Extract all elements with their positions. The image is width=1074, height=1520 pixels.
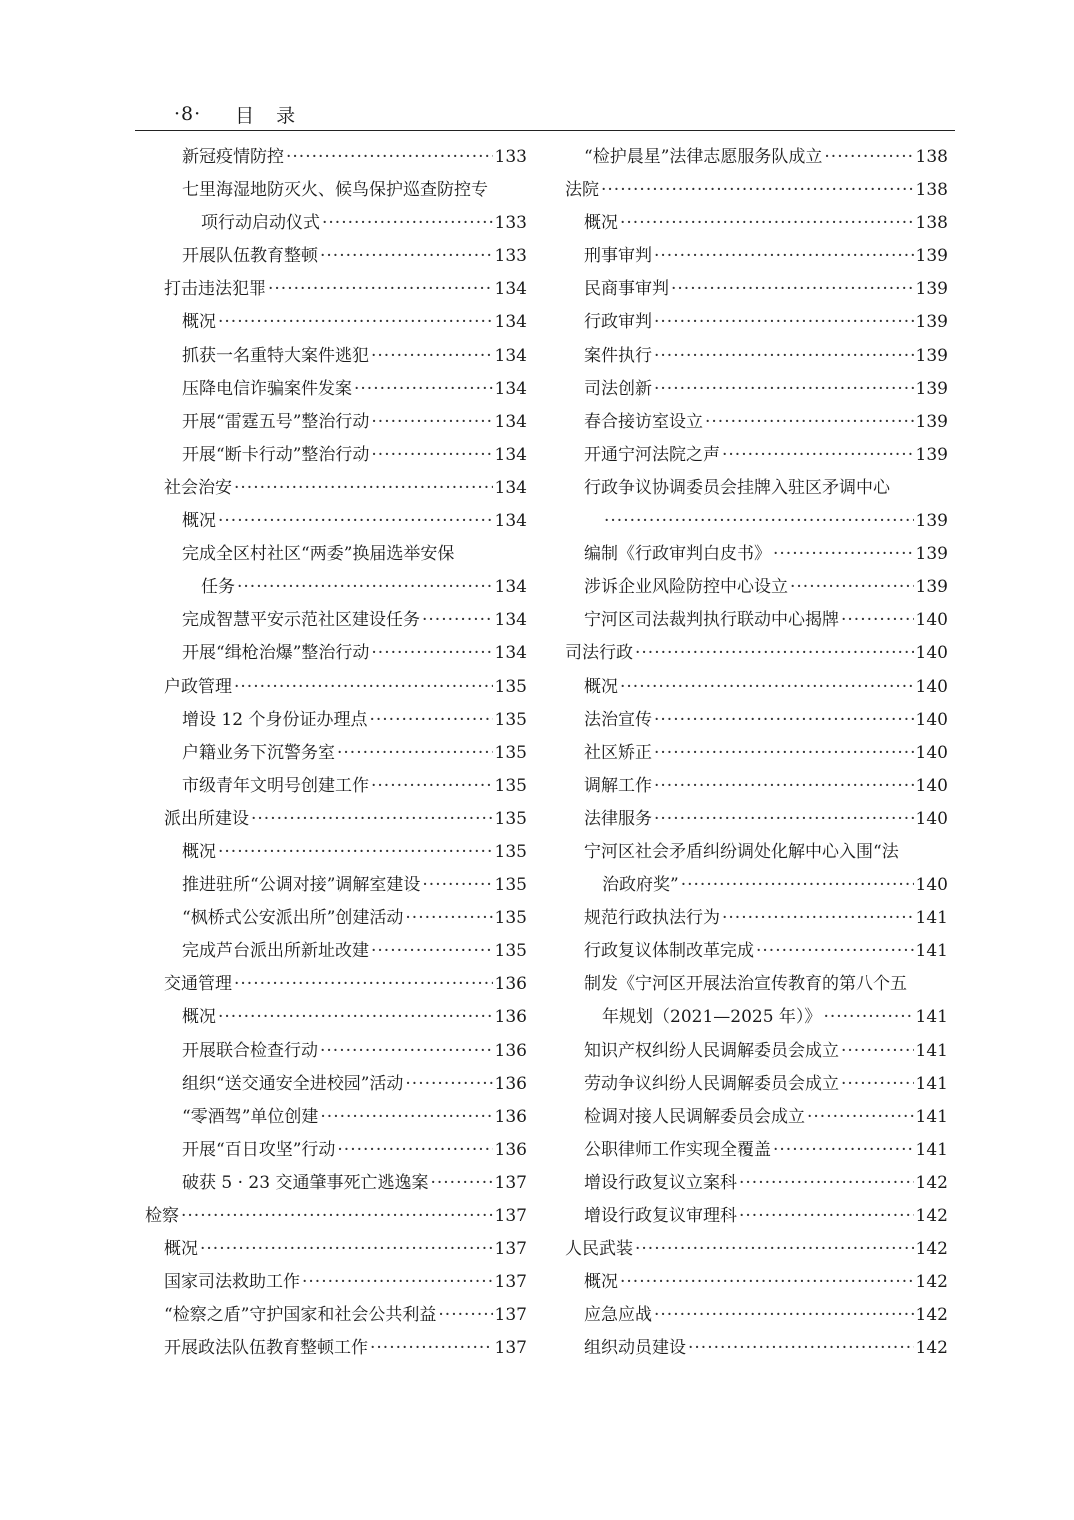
toc-page-number: 135 bbox=[494, 775, 527, 796]
toc-entry bbox=[565, 306, 948, 339]
toc-page-number: 134 bbox=[494, 312, 527, 333]
page-number: ·8· bbox=[174, 103, 202, 125]
dot-leader bbox=[200, 1233, 493, 1266]
dot-leader bbox=[234, 671, 493, 704]
toc-page-number: 134 bbox=[494, 345, 527, 366]
toc-entry bbox=[145, 306, 527, 339]
toc-entry bbox=[565, 1332, 948, 1365]
toc-entry-title: 概况 bbox=[584, 213, 618, 234]
toc-page-number: 140 bbox=[915, 875, 948, 896]
toc-entry bbox=[145, 505, 527, 538]
toc-page-number: 140 bbox=[915, 775, 948, 796]
toc-entry-title: 宁河区社会矛盾纠纷调处化解中心入围“法 bbox=[584, 841, 899, 862]
dot-leader bbox=[635, 1233, 914, 1266]
toc-entry-title: 公职律师工作实现全覆盖 bbox=[584, 1139, 771, 1160]
toc-entry bbox=[145, 538, 527, 571]
dot-leader bbox=[371, 340, 493, 373]
toc-page-number: 136 bbox=[494, 1040, 527, 1061]
toc-entry bbox=[565, 1233, 948, 1266]
toc-entry-title: 开展“断卡行动”整治行动 bbox=[182, 444, 370, 465]
toc-entry bbox=[145, 240, 527, 273]
dot-leader bbox=[841, 604, 914, 637]
toc-entry-title: 概况 bbox=[182, 511, 216, 532]
toc-page-number: 139 bbox=[915, 246, 948, 267]
toc-page-number: 141 bbox=[915, 1007, 948, 1028]
header-rule bbox=[135, 130, 955, 131]
toc-entry bbox=[145, 1134, 527, 1167]
dot-leader bbox=[756, 935, 914, 968]
toc-entry bbox=[145, 1068, 527, 1101]
dot-leader bbox=[371, 439, 492, 472]
toc-entry bbox=[565, 439, 948, 472]
toc-entry-title: 春合接访室设立 bbox=[584, 411, 703, 432]
toc-entry-title: 开展“雷霆五号”整治行动 bbox=[182, 411, 370, 432]
toc-entry-title: 民商事审判 bbox=[584, 279, 669, 300]
toc-entry-title: 概况 bbox=[164, 1239, 198, 1260]
dot-leader bbox=[369, 704, 492, 737]
toc-page-number: 133 bbox=[494, 147, 527, 167]
toc-entry bbox=[565, 637, 948, 670]
dot-leader bbox=[654, 770, 914, 803]
toc-page-number: 138 bbox=[915, 213, 948, 234]
dot-leader bbox=[268, 273, 493, 306]
toc-entry bbox=[145, 273, 527, 306]
dot-leader bbox=[371, 770, 493, 803]
dot-leader bbox=[286, 141, 493, 174]
toc-page-number: 134 bbox=[494, 643, 527, 664]
dot-leader bbox=[422, 604, 493, 637]
toc-page-number: 133 bbox=[494, 246, 527, 267]
toc-entry bbox=[565, 571, 948, 604]
toc-entry bbox=[565, 373, 948, 406]
dot-leader bbox=[237, 571, 493, 604]
toc-page-number: 141 bbox=[915, 941, 948, 962]
dot-leader bbox=[371, 935, 493, 968]
toc-page-number: 139 bbox=[915, 511, 948, 532]
toc-entry-title: 年规划（2021—2025 年）》 bbox=[602, 1007, 822, 1028]
toc-page-number: 139 bbox=[915, 577, 948, 598]
dot-leader bbox=[438, 1299, 492, 1332]
toc-page-number: 134 bbox=[494, 378, 527, 399]
dot-leader bbox=[370, 1332, 493, 1365]
toc-page-number: 140 bbox=[915, 676, 948, 697]
toc-entry bbox=[565, 1101, 948, 1134]
toc-entry-title: “检护晨星”法律志愿服务队成立 bbox=[584, 147, 823, 167]
toc-page-number: 138 bbox=[915, 180, 948, 201]
toc-entry bbox=[145, 704, 527, 737]
toc-entry bbox=[565, 273, 948, 306]
toc-entry-title: 市级青年文明号创建工作 bbox=[182, 775, 369, 796]
toc-page-number: 137 bbox=[494, 1239, 527, 1260]
toc-page-number: 134 bbox=[494, 577, 527, 598]
toc-page-number: 134 bbox=[494, 411, 527, 432]
toc-page-number: 137 bbox=[494, 1206, 527, 1226]
dot-leader bbox=[824, 141, 913, 174]
toc-page-number: 136 bbox=[494, 1106, 527, 1127]
toc-entry bbox=[145, 174, 527, 207]
toc-entry bbox=[145, 1332, 527, 1365]
dot-leader bbox=[371, 637, 492, 670]
toc-page-number: 134 bbox=[494, 477, 527, 498]
toc-entry-title: 七里海湿地防灭火、候鸟保护巡查防控专 bbox=[182, 180, 488, 201]
toc-entry-title: 编制《行政审判白皮书》 bbox=[584, 544, 771, 565]
toc-page-number: 137 bbox=[494, 1338, 527, 1359]
dot-leader bbox=[654, 1299, 914, 1332]
toc-entry bbox=[145, 604, 527, 637]
toc-entry bbox=[145, 141, 527, 174]
toc-page-number: 135 bbox=[494, 808, 527, 829]
dot-leader bbox=[739, 1167, 914, 1200]
toc-entry bbox=[145, 439, 527, 472]
toc-entry-title: 司法行政 bbox=[565, 643, 633, 664]
toc-entry-title: 开展政法队伍教育整顿工作 bbox=[164, 1338, 368, 1359]
toc-entry bbox=[145, 373, 527, 406]
toc-page-number: 139 bbox=[915, 312, 948, 333]
toc-page-number: 135 bbox=[494, 709, 527, 730]
toc-entry bbox=[145, 935, 527, 968]
toc-page-number: 136 bbox=[494, 1073, 527, 1094]
toc-entry-title: 行政复议体制改革完成 bbox=[584, 941, 754, 962]
toc-page-number: 137 bbox=[494, 1272, 527, 1293]
toc-entry-title: 增设 12 个身份证办理点 bbox=[182, 709, 368, 730]
toc-entry bbox=[145, 770, 527, 803]
toc-entry-title: 人民武装 bbox=[565, 1239, 633, 1260]
dot-leader bbox=[635, 637, 914, 670]
toc-page-number: 137 bbox=[494, 1172, 527, 1193]
toc-entry bbox=[565, 207, 948, 240]
dot-leader bbox=[823, 1001, 913, 1034]
dot-leader bbox=[654, 803, 914, 836]
dot-leader bbox=[620, 1266, 914, 1299]
toc-page-number: 136 bbox=[494, 1007, 527, 1028]
toc-page-number: 141 bbox=[915, 908, 948, 929]
toc-entry bbox=[565, 803, 948, 836]
toc-entry-title: 破获 5 · 23 交通肇事死亡逃逸案 bbox=[182, 1172, 429, 1193]
toc-entry bbox=[565, 869, 948, 902]
header-title: 目录 bbox=[235, 104, 318, 127]
dot-leader bbox=[654, 240, 914, 273]
toc-entry-title: 规范行政执法行为 bbox=[584, 908, 720, 929]
toc-entry-title: 任务 bbox=[201, 577, 235, 598]
toc-entry bbox=[145, 1001, 527, 1034]
toc-entry-title: 应急应战 bbox=[584, 1305, 652, 1326]
toc-entry-title: 开展“缉枪治爆”整治行动 bbox=[182, 643, 370, 664]
toc-entry-title: 开展“百日攻坚”行动 bbox=[182, 1139, 336, 1160]
toc-entry-title: 行政审判 bbox=[584, 312, 652, 333]
dot-leader bbox=[654, 737, 914, 770]
toc-entry bbox=[145, 207, 527, 240]
toc-page-number: 142 bbox=[915, 1172, 948, 1193]
toc-page-number: 135 bbox=[494, 742, 527, 763]
dot-leader bbox=[218, 1001, 493, 1034]
dot-leader bbox=[705, 406, 914, 439]
toc-page-number: 139 bbox=[915, 544, 948, 565]
toc-page-number: 133 bbox=[494, 213, 527, 234]
toc-entry bbox=[145, 406, 527, 439]
toc-entry bbox=[565, 1266, 948, 1299]
toc-entry bbox=[145, 671, 527, 704]
toc-entry-title: 户政管理 bbox=[164, 676, 232, 697]
toc-entry bbox=[565, 1134, 948, 1167]
toc-entry bbox=[565, 505, 948, 538]
toc-page-number: 134 bbox=[494, 511, 527, 532]
toc-entry bbox=[565, 1035, 948, 1068]
toc-entry-title: 检察 bbox=[145, 1206, 179, 1226]
toc-entry-title: “检察之盾”守护国家和社会公共利益 bbox=[164, 1305, 437, 1326]
toc-entry-title: 法治宣传 bbox=[584, 709, 652, 730]
dot-leader bbox=[773, 538, 914, 571]
toc-entry-title: 劳动争议纠纷人民调解委员会成立 bbox=[584, 1073, 839, 1094]
dot-leader bbox=[218, 836, 493, 869]
toc-page-number: 142 bbox=[915, 1272, 948, 1293]
toc-page-number: 139 bbox=[915, 378, 948, 399]
toc-page-number: 135 bbox=[494, 841, 527, 862]
toc-page-number: 142 bbox=[915, 1305, 948, 1326]
toc-entry bbox=[565, 604, 948, 637]
dot-leader bbox=[654, 340, 914, 373]
toc-entry-title: 检调对接人民调解委员会成立 bbox=[584, 1106, 805, 1127]
toc-entry bbox=[565, 1167, 948, 1200]
dot-leader bbox=[620, 671, 914, 704]
toc-entry-title: 完成全区村社区“两委”换届选举安保 bbox=[182, 544, 455, 565]
dot-leader bbox=[722, 439, 914, 472]
toc-entry bbox=[145, 637, 527, 670]
dot-leader bbox=[181, 1200, 493, 1233]
toc-entry-title: 组织“送交通安全进校园”活动 bbox=[182, 1073, 404, 1094]
toc-page-number: 134 bbox=[494, 444, 527, 465]
dot-leader bbox=[841, 1068, 914, 1101]
toc-entry bbox=[565, 538, 948, 571]
dot-leader bbox=[620, 207, 914, 240]
toc-entry-title: 宁河区司法裁判执行联动中心揭牌 bbox=[584, 610, 839, 631]
toc-page-number: 140 bbox=[915, 610, 948, 631]
toc-entry-title: 治政府奖” bbox=[602, 875, 679, 896]
toc-page-number: 134 bbox=[494, 279, 527, 300]
toc-entry-title: 概况 bbox=[182, 1007, 216, 1028]
toc-entry-title: 法院 bbox=[565, 180, 599, 201]
dot-leader bbox=[234, 472, 493, 505]
toc-page-number: 142 bbox=[915, 1239, 948, 1260]
page-header bbox=[174, 98, 317, 130]
toc-entry-title: 增设行政复议立案科 bbox=[584, 1172, 737, 1193]
toc-page-number: 134 bbox=[494, 610, 527, 631]
toc-left-column bbox=[145, 141, 527, 1365]
toc-page-number: 135 bbox=[494, 676, 527, 697]
dot-leader bbox=[422, 869, 492, 902]
dot-leader bbox=[604, 505, 914, 538]
toc-entry bbox=[145, 1101, 527, 1134]
toc-page-number: 141 bbox=[915, 1106, 948, 1127]
dot-leader bbox=[601, 174, 914, 207]
toc-entry-title: 司法创新 bbox=[584, 378, 652, 399]
toc-entry bbox=[565, 704, 948, 737]
toc-entry bbox=[565, 1299, 948, 1332]
toc-entry bbox=[145, 1200, 527, 1233]
toc-entry bbox=[145, 737, 527, 770]
dot-leader bbox=[671, 273, 914, 306]
toc-entry-title: 户籍业务下沉警务室 bbox=[182, 742, 335, 763]
dot-leader bbox=[405, 1068, 492, 1101]
toc-entry-title: 打击违法犯罪 bbox=[164, 279, 266, 300]
toc-entry bbox=[145, 1167, 527, 1200]
toc-entry bbox=[565, 836, 948, 869]
toc-entry-title: 完成芦台派出所新址改建 bbox=[182, 941, 369, 962]
toc-entry-title: 压降电信诈骗案件发案 bbox=[182, 378, 352, 399]
toc-entry bbox=[565, 406, 948, 439]
toc-entry-title: 开展联合检查行动 bbox=[182, 1040, 318, 1061]
dot-leader bbox=[688, 1332, 914, 1365]
toc-entry-title: 调解工作 bbox=[584, 775, 652, 796]
toc-page-number: 141 bbox=[915, 1040, 948, 1061]
dot-leader bbox=[681, 869, 914, 902]
toc-entry bbox=[565, 902, 948, 935]
toc-entry-title: 增设行政复议审理科 bbox=[584, 1206, 737, 1226]
dot-leader bbox=[218, 505, 493, 538]
toc-entry bbox=[565, 770, 948, 803]
toc-page-number: 141 bbox=[915, 1139, 948, 1160]
toc-page-number: 142 bbox=[915, 1206, 948, 1226]
toc-entry-title: 新冠疫情防控 bbox=[182, 147, 284, 167]
toc-page-number: 140 bbox=[915, 643, 948, 664]
toc-entry-title: 案件执行 bbox=[584, 345, 652, 366]
toc-page-number: 139 bbox=[915, 444, 948, 465]
toc-page-number: 140 bbox=[915, 709, 948, 730]
toc-page-number: 142 bbox=[915, 1338, 948, 1359]
toc-page-number: 139 bbox=[915, 279, 948, 300]
toc-entry bbox=[565, 240, 948, 273]
toc-entry-title: 涉诉企业风险防控中心设立 bbox=[584, 577, 788, 598]
dot-leader bbox=[354, 373, 493, 406]
toc-entry bbox=[145, 902, 527, 935]
toc-entry-title: 制发《宁河区开展法治宣传教育的第八个五 bbox=[584, 974, 907, 995]
dot-leader bbox=[654, 373, 914, 406]
toc-entry-title: 法律服务 bbox=[584, 808, 652, 829]
toc-entry-title: 概况 bbox=[182, 312, 216, 333]
toc-entry-title: 概况 bbox=[182, 841, 216, 862]
toc-entry-title: 交通管理 bbox=[164, 974, 232, 995]
dot-leader bbox=[320, 1035, 493, 1068]
dot-leader bbox=[322, 207, 493, 240]
toc-entry bbox=[565, 671, 948, 704]
toc-entry bbox=[565, 340, 948, 373]
dot-leader bbox=[773, 1134, 914, 1167]
toc-page-number: 139 bbox=[915, 411, 948, 432]
toc-entry bbox=[565, 935, 948, 968]
toc-entry-title: 组织动员建设 bbox=[584, 1338, 686, 1359]
toc-page-number: 139 bbox=[915, 345, 948, 366]
toc-entry-title: 刑事审判 bbox=[584, 246, 652, 267]
dot-leader bbox=[320, 240, 493, 273]
toc-entry bbox=[565, 174, 948, 207]
toc-page-number: 140 bbox=[915, 742, 948, 763]
toc-entry bbox=[145, 340, 527, 373]
toc-entry-title: 开展队伍教育整顿 bbox=[182, 246, 318, 267]
dot-leader bbox=[218, 306, 493, 339]
toc-entry-title: 行政争议协调委员会挂牌入驻区矛调中心 bbox=[584, 477, 890, 498]
toc-page-number: 140 bbox=[915, 808, 948, 829]
toc-entry bbox=[565, 1068, 948, 1101]
dot-leader bbox=[405, 902, 492, 935]
toc-entry bbox=[145, 1035, 527, 1068]
toc-entry-title: 国家司法救助工作 bbox=[164, 1272, 300, 1293]
toc-entry bbox=[565, 141, 948, 174]
toc-page-number: 136 bbox=[494, 974, 527, 995]
toc-page-number: 141 bbox=[915, 1073, 948, 1094]
dot-leader bbox=[371, 406, 492, 439]
toc-entry bbox=[145, 803, 527, 836]
toc-entry bbox=[145, 472, 527, 505]
toc-entry bbox=[145, 869, 527, 902]
dot-leader bbox=[807, 1101, 914, 1134]
toc-entry bbox=[145, 1266, 527, 1299]
toc-entry bbox=[565, 472, 948, 505]
toc-entry bbox=[145, 968, 527, 1001]
dot-leader bbox=[841, 1035, 914, 1068]
toc-page-number: 136 bbox=[494, 1139, 527, 1160]
toc-entry-title: 概况 bbox=[584, 1272, 618, 1293]
dot-leader bbox=[430, 1167, 492, 1200]
toc-entry bbox=[145, 836, 527, 869]
toc-entry bbox=[565, 1001, 948, 1034]
dot-leader bbox=[722, 902, 914, 935]
toc-entry-title: “零酒驾”单位创建 bbox=[182, 1106, 319, 1127]
dot-leader bbox=[320, 1101, 492, 1134]
dot-leader bbox=[234, 968, 493, 1001]
dot-leader bbox=[302, 1266, 493, 1299]
toc-entry-title: 派出所建设 bbox=[164, 808, 249, 829]
toc-page-number: 137 bbox=[494, 1305, 527, 1326]
toc-entry bbox=[565, 1200, 948, 1233]
toc-entry bbox=[145, 1299, 527, 1332]
toc-entry-title: 社区矫正 bbox=[584, 742, 652, 763]
toc-entry-title: 社会治安 bbox=[164, 477, 232, 498]
toc-entry-title: 知识产权纠纷人民调解委员会成立 bbox=[584, 1040, 839, 1061]
toc-page-number: 135 bbox=[494, 875, 527, 896]
dot-leader bbox=[790, 571, 914, 604]
toc-entry-title: 抓获一名重特大案件逃犯 bbox=[182, 345, 369, 366]
toc-entry bbox=[145, 571, 527, 604]
dot-leader bbox=[337, 1134, 492, 1167]
dot-leader bbox=[654, 704, 914, 737]
dot-leader bbox=[251, 803, 493, 836]
dot-leader bbox=[739, 1200, 914, 1233]
toc-page-number: 135 bbox=[494, 941, 527, 962]
toc-entry-title: 概况 bbox=[584, 676, 618, 697]
toc-page-number: 138 bbox=[915, 147, 948, 167]
toc-right-column bbox=[565, 141, 948, 1365]
dot-leader bbox=[654, 306, 914, 339]
toc-entry-title: 推进驻所“公调对接”调解室建设 bbox=[182, 875, 421, 896]
toc-entry-title: 开通宁河法院之声 bbox=[584, 444, 720, 465]
toc-entry-title: 完成智慧平安示范社区建设任务 bbox=[182, 610, 420, 631]
toc-entry bbox=[565, 968, 948, 1001]
toc-entry-title: “枫桥式公安派出所”创建活动 bbox=[182, 908, 404, 929]
dot-leader bbox=[337, 737, 493, 770]
toc-entry-title: 项行动启动仪式 bbox=[201, 213, 320, 234]
toc-entry bbox=[565, 737, 948, 770]
toc-page-number: 135 bbox=[494, 908, 527, 929]
toc-entry bbox=[145, 1233, 527, 1266]
